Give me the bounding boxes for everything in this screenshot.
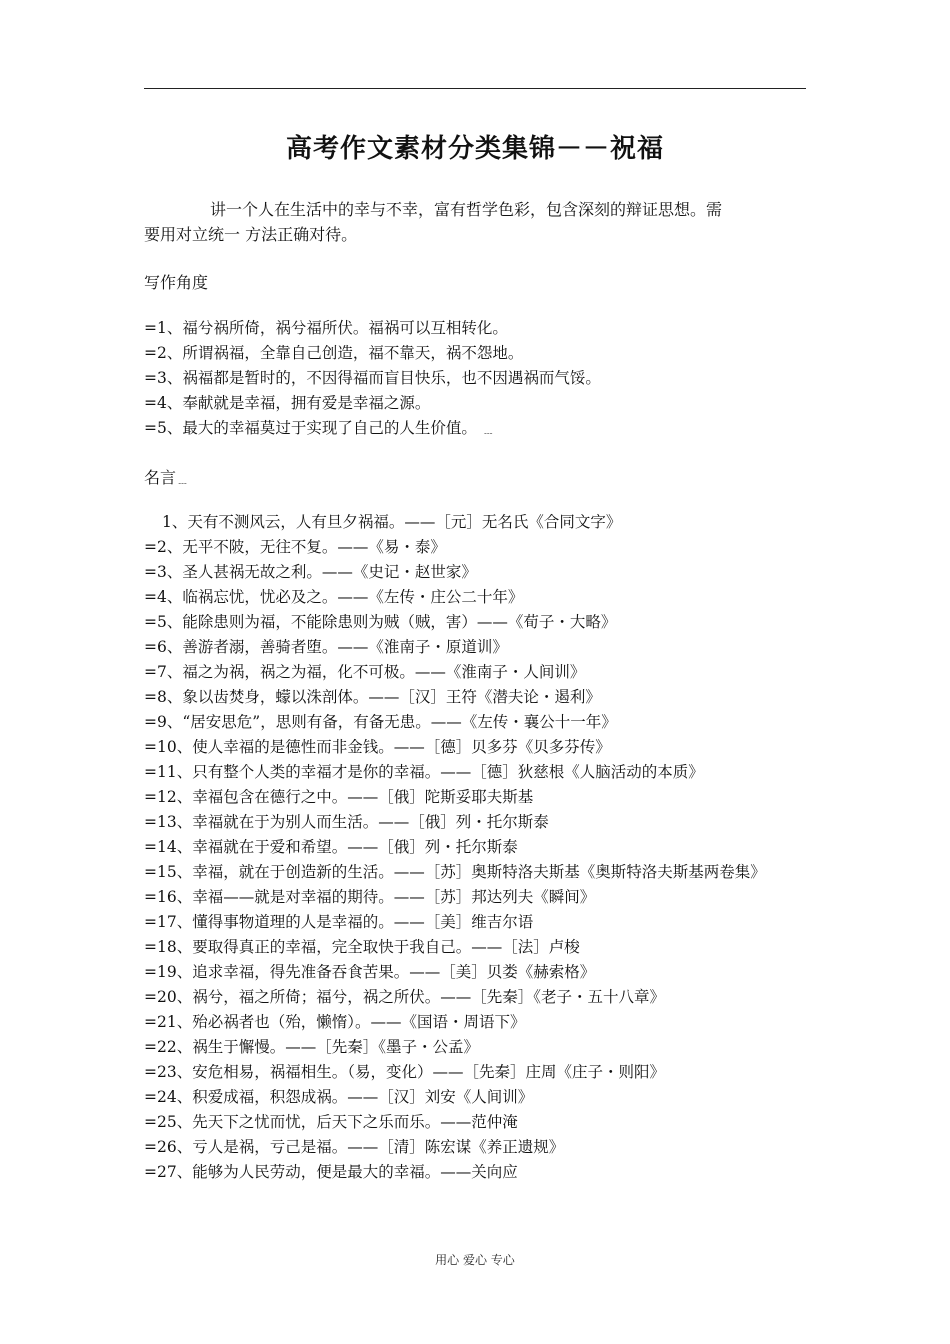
writing-angle-list <box>144 316 808 442</box>
list-item: =24、积爱成福，积怨成祸。——［汉］刘安《人间训》 <box>144 1088 534 1106</box>
list-item: =16、幸福——就是对幸福的期待。——［苏］邦达列夫《瞬间》 <box>144 888 596 906</box>
intro-line-1: 讲一个人在生活中的幸与不幸，富有哲学色彩，包含深刻的辩证思想。需 <box>210 200 723 219</box>
list-item: =4、奉献就是幸福，拥有爱是幸福之源。 <box>144 394 431 412</box>
list-item: =5、最大的幸福莫过于实现了自己的人生价值。 ﹍ <box>144 419 495 437</box>
list-item: =17、懂得事物道理的人是幸福的。——［美］维吉尔语 <box>144 913 534 931</box>
list-item: =19、追求幸福，得先准备吞食苦果。——［美］贝娄《赫索格》 <box>144 963 596 981</box>
list-item: =7、福之为祸，祸之为福，化不可极。——《淮南子・人间训》 <box>144 663 586 681</box>
list-item: =11、只有整个人类的幸福才是你的幸福。——［德］狄慈根《人脑活动的本质》 <box>144 763 704 781</box>
list-item: =1、福兮祸所倚，祸兮福所伏。福祸可以互相转化。 <box>144 319 508 337</box>
paragraph-mark: ﹍ <box>176 472 190 487</box>
list-item: =4、临祸忘忧，忧必及之。——《左传・庄公二十年》 <box>144 588 524 606</box>
page-title: 高考作文素材分类集锦－－祝福 <box>285 134 664 164</box>
top-divider <box>144 88 806 89</box>
list-item: =8、象以齿焚身，蠓以洙剖体。——［汉］王符《潜夫论・遏利》 <box>144 688 601 706</box>
list-item: =15、幸福，就在于创造新的生活。——［苏］奥斯特洛夫斯基《奥斯特洛夫斯基两卷集》 <box>144 863 766 881</box>
section-heading-quotes: 名言﹍ <box>144 468 190 487</box>
list-item: =20、祸兮，福之所倚；福兮，祸之所伏。——［先秦］《老子・五十八章》 <box>144 988 665 1006</box>
section-heading-angles: 写作角度 <box>144 273 209 292</box>
list-item: =12、幸福包含在德行之中。——［俄］陀斯妥耶夫斯基 <box>144 788 534 806</box>
quote-list <box>144 510 808 1185</box>
page-footer: 用心 爱心 专心 <box>435 1253 515 1267</box>
list-item: =3、祸福都是暂时的，不因得福而盲目快乐，也不因遇祸而气馁。 <box>144 369 601 387</box>
list-item: =23、安危相易，祸福相生。（易，变化）——［先秦］庄周《庄子・则阳》 <box>144 1063 665 1081</box>
list-item: =21、殆必祸者也（殆，懒惰）。——《国语・周语下》 <box>144 1013 526 1031</box>
intro-line-2: 要用对立统一 方法正确对待。 <box>144 225 358 244</box>
list-item: =5、能除患则为福，不能除患则为贼（贼，害）——《荀子・大略》 <box>144 613 617 631</box>
list-item: =9、“居安思危”，思则有备，有备无患。——《左传・襄公十一年》 <box>144 713 617 731</box>
list-item: =25、先天下之忧而忧，后天下之乐而乐。——范仲淹 <box>144 1113 518 1131</box>
paragraph-mark: ﹍ <box>481 422 495 437</box>
list-item: =18、要取得真正的幸福，完全取快于我自己。——［法］卢梭 <box>144 938 580 956</box>
list-item: =22、祸生于懈慢。——［先秦］《墨子・公孟》 <box>144 1038 479 1056</box>
list-item: =10、使人幸福的是德性而非金钱。——［德］贝多芬《贝多芬传》 <box>144 738 611 756</box>
list-item: =6、善游者溺，善骑者堕。——《淮南子・原道训》 <box>144 638 508 656</box>
list-item: =26、亏人是祸，亏己是福。——［清］陈宏谋《养正遗规》 <box>144 1138 565 1156</box>
list-item: =27、能够为人民劳动，便是最大的幸福。——关向应 <box>144 1163 518 1181</box>
list-item: =13、幸福就在于为别人而生活。——［俄］列・托尔斯泰 <box>144 813 549 831</box>
list-item: =3、圣人甚祸无故之利。——《史记・赵世家》 <box>144 563 477 581</box>
list-item: =2、无平不陂，无往不复。——《易・泰》 <box>144 538 446 556</box>
list-item: =2、所谓祸福，全靠自己创造，福不靠天，祸不怨地。 <box>144 344 524 362</box>
intro-paragraph <box>144 197 808 247</box>
list-item: =14、幸福就在于爱和希望。——［俄］列・托尔斯泰 <box>144 838 518 856</box>
list-item: 1、天有不测风云，人有旦夕祸福。——［元］无名氏《合同文字》 <box>162 513 622 531</box>
